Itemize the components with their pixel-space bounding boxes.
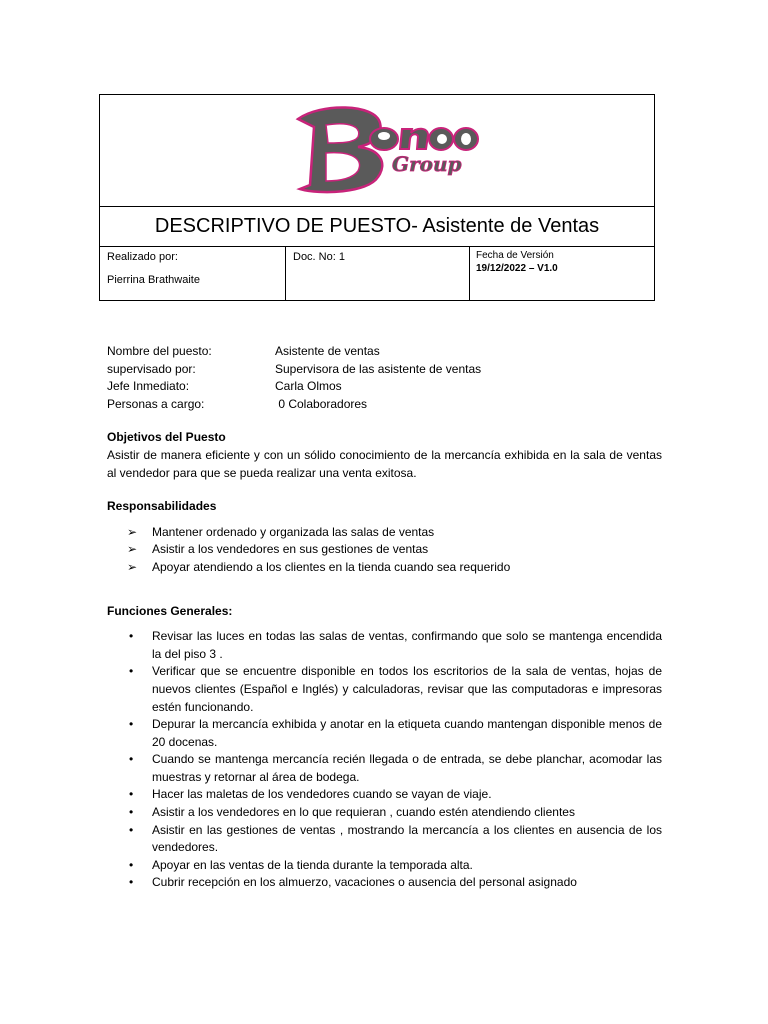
funciones-list — [107, 628, 662, 892]
info-row — [100, 247, 654, 300]
doc-number-label: Doc. No: 1 — [293, 251, 345, 263]
objetivos-section — [107, 429, 662, 482]
realizado-label: Realizado por: — [107, 251, 178, 263]
objetivos-text: Asistir de manera eficiente y con un sólido conocimiento de la mercancía exhibida en la sala de ventas al vendedor para que se pueda realizar una venta exitosa. — [107, 447, 662, 480]
benco-group-logo — [280, 101, 480, 199]
doc-number-cell — [286, 247, 470, 300]
field-row — [107, 361, 662, 379]
fecha-cell — [470, 247, 654, 300]
field-label: Nombre del puesto: — [107, 344, 212, 358]
field-row — [107, 378, 662, 396]
list-item: • Apoyar en las ventas de la tienda durante la temporada alta. — [107, 857, 662, 875]
list-item: • Hacer las maletas de los vendedores cuando se vayan de viaje. — [107, 786, 662, 804]
fecha-label: Fecha de Versión — [476, 250, 554, 261]
funciones-section — [107, 603, 662, 893]
header-table — [99, 94, 655, 301]
logo-cell — [100, 95, 654, 207]
list-item: • Revisar las luces en todas las salas de ventas, confirmando que solo se mantenga encendida la del piso 3 . — [107, 628, 662, 663]
list-item: • Depurar la mercancía exhibida y anotar en la etiqueta cuando mantengan disponible menos de 20 docenas. — [107, 716, 662, 751]
realizado-value: Pierrina Brathwaite — [107, 274, 200, 286]
field-row — [107, 343, 662, 361]
field-label: Personas a cargo: — [107, 396, 205, 411]
document-body — [107, 343, 662, 892]
list-item: • Cuando se mantenga mercancía recién llegada o de entrada, se debe planchar, acomodar las muestras y retornar al área de bodega. — [107, 751, 662, 786]
field-value: 0 Colaboradores — [275, 396, 368, 411]
document-title: DESCRIPTIVO DE PUESTO- Asistente de Ventas — [100, 206, 654, 247]
list-item: • Asistir en las gestiones de ventas , mostrando la mercancía a los clientes en ausencia de los vendedores. — [107, 822, 662, 857]
responsabilidades-section — [107, 498, 662, 576]
list-item: • Asistir a los vendedores en lo que requieran , cuando estén atendiendo clientes — [107, 804, 662, 822]
list-item: • Cubrir recepción en los almuerzo, vacaciones o ausencia del personal asignado — [107, 874, 662, 892]
list-item: ➢ Apoyar atendiendo a los clientes en la tienda cuando sea requerido — [107, 559, 662, 577]
responsabilidades-heading: Responsabilidades — [107, 499, 217, 514]
field-row — [107, 396, 662, 414]
list-item: • Verificar que se encuentre disponible en todos los escritorios de la sala de ventas, hojas de nuevos clientes (Español e Inglés) y calculadoras, revisar que las computadoras e impresoras estén funcionando. — [107, 663, 662, 716]
field-label: supervisado por: — [107, 361, 196, 376]
funciones-heading: Funciones Generales: — [107, 603, 233, 618]
field-value: Carla Olmos — [275, 379, 342, 394]
responsabilidades-list — [107, 524, 662, 577]
field-label: Jefe Inmediato: — [107, 379, 190, 394]
svg-text:Group: Group — [392, 152, 462, 176]
list-item: ➢ Mantener ordenado y organizada las salas de ventas — [107, 524, 662, 542]
field-value: Supervisora de las asistente de ventas — [275, 361, 482, 376]
fecha-value: 19/12/2022 – V1.0 — [476, 263, 558, 274]
list-item: ➢ Asistir a los vendedores en sus gestiones de ventas — [107, 541, 662, 559]
field-value: Asistente de ventas — [275, 344, 380, 358]
objetivos-heading: Objetivos del Puesto — [107, 430, 226, 445]
fields-block — [107, 343, 662, 413]
realizado-cell — [100, 247, 286, 300]
